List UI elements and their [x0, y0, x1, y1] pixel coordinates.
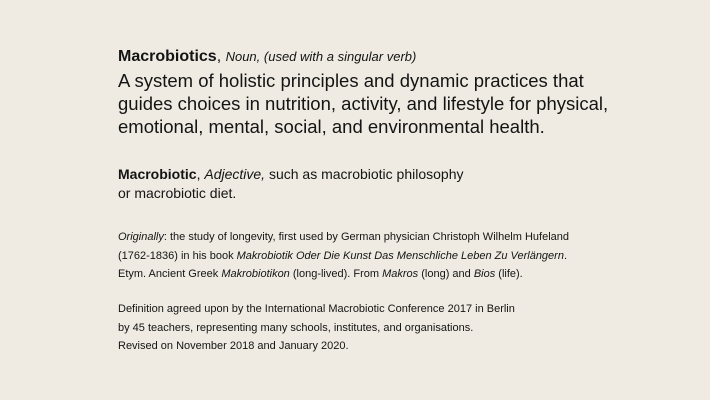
conference-note: [118, 300, 515, 356]
adjective-separator: ,: [196, 166, 205, 182]
noun-definition: [118, 69, 608, 138]
origin-label: Originally: [118, 231, 164, 243]
etymology-word: Bios: [473, 268, 496, 280]
etymology-text: (long-lived). From: [289, 268, 383, 280]
etymology-text: Etym. Ancient Greek: [118, 268, 222, 280]
etymology-text: (life).: [495, 268, 523, 280]
definition-line: emotional, mental, social, and environmental health.: [118, 116, 545, 137]
conference-line: by 45 teachers, representing many schools, institutes, and organisations.: [118, 321, 474, 334]
noun-heading: [118, 47, 416, 67]
definition-line: A system of holistic principles and dynamic practices that: [118, 70, 584, 91]
definition-line: guides choices in nutrition, activity, and lifestyle for physical,: [118, 93, 609, 114]
adjective-part-of-speech: Adjective,: [204, 166, 266, 182]
noun-separator: ,: [216, 48, 226, 65]
conference-line: Revised on November 2018 and January 2020.: [118, 340, 349, 352]
etymology-text: (long) and: [418, 268, 474, 280]
origin-text: .: [563, 249, 568, 262]
adjective-example: such as macrobiotic philosophy: [265, 166, 464, 182]
origin-text: (1762-1836) in his book: [118, 249, 237, 262]
conference-line: Definition agreed upon by the International Macrobiotic Conference 2017 in Berlin: [118, 303, 515, 315]
noun-term: Macrobiotics: [118, 48, 217, 65]
adjective-term: Macrobiotic: [118, 166, 197, 182]
etymology-word: Makrobiotikon: [221, 268, 290, 280]
adjective-entry: [118, 165, 464, 203]
book-title: Makrobiotik Oder Die Kunst Das Menschliche Leben Zu Verlängern: [236, 249, 564, 262]
etymology-word: Makros: [382, 268, 419, 280]
noun-part-of-speech: Noun, (used with a singular verb): [225, 49, 417, 64]
adjective-example-line2: or macrobiotic diet.: [118, 185, 237, 201]
origin-note: [118, 228, 569, 284]
origin-text: : the study of longevity, first used by German physician Christoph Wilhelm Hufeland: [163, 231, 570, 243]
